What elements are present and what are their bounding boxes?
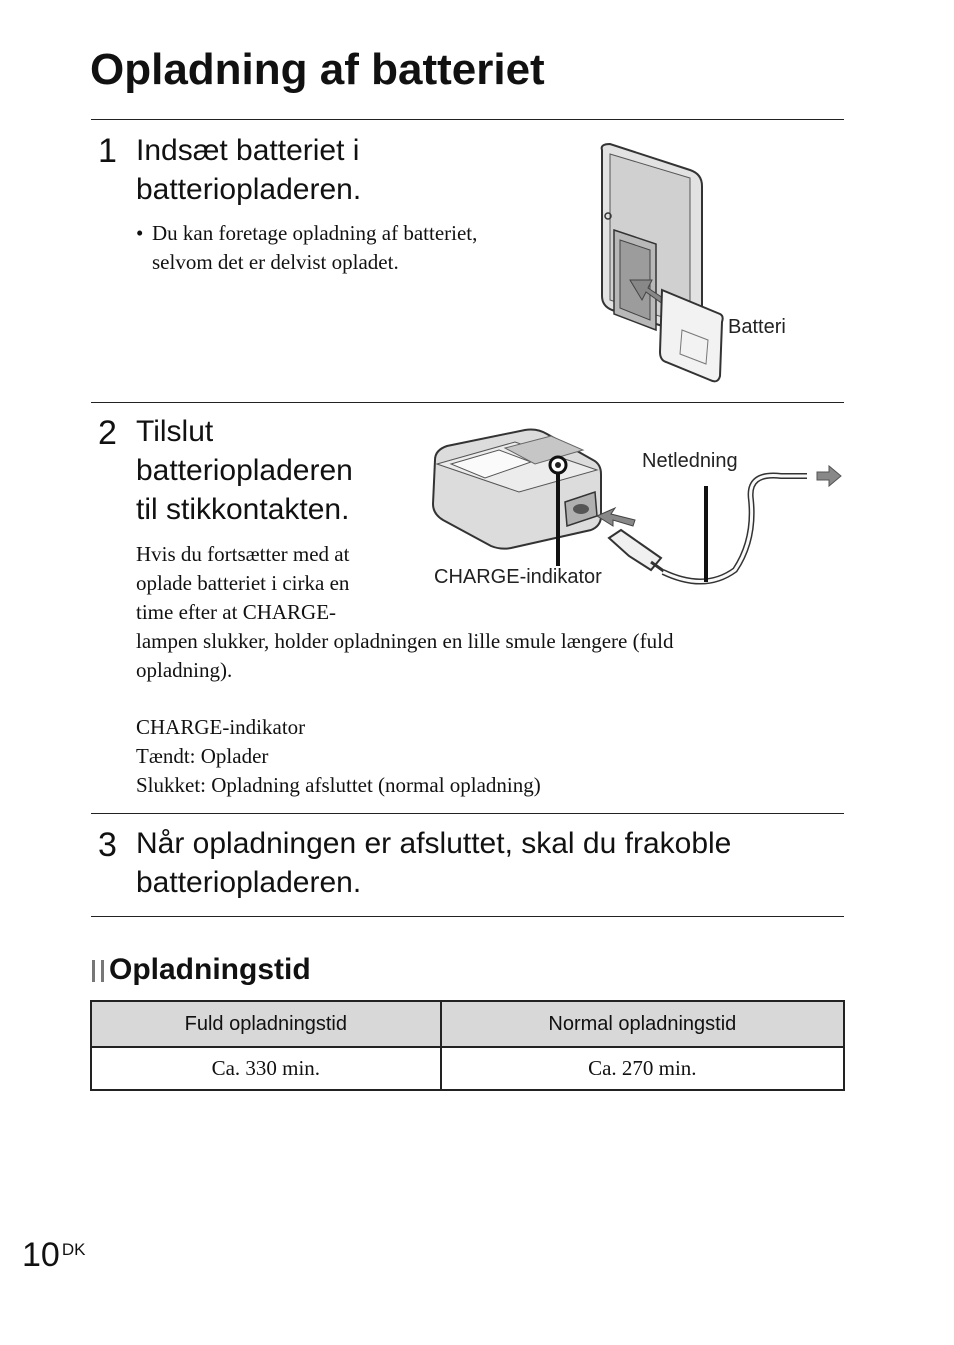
step-2-para-line3: time efter at CHARGE- <box>136 600 337 624</box>
charge-indicator-label: CHARGE-indikator <box>434 566 602 588</box>
step-1-title-line1: Indsæt batteriet i <box>136 134 360 167</box>
step-1-number: 1 <box>98 132 117 170</box>
indicator-off-text: Slukket: Opladning afsluttet (normal opladning) <box>136 773 541 797</box>
page-number-suffix: DK <box>61 1240 86 1259</box>
page-title: Opladning af batteriet <box>90 45 545 94</box>
charger-battery-illustration <box>590 140 740 390</box>
page-number <box>22 1236 85 1275</box>
step-1-title-line2: batteriopladeren. <box>136 173 362 206</box>
section-marker <box>92 960 104 982</box>
divider-step2 <box>91 402 844 403</box>
step-3-title-line1: Når opladningen er afsluttet, skal du frakoble <box>136 827 732 860</box>
step-2-title-line3: til stikkontakten. <box>136 493 350 526</box>
table-header-normal: Normal opladningstid <box>441 1001 844 1047</box>
step-2-title-line2: batteriopladeren <box>136 454 353 487</box>
charger-cord-illustration <box>425 420 850 590</box>
table-header-row <box>91 1001 844 1047</box>
charging-time-heading: Opladningstid <box>109 953 311 986</box>
power-cord-label: Netledning <box>642 450 738 472</box>
indicator-heading: CHARGE-indikator <box>136 715 306 739</box>
table-header-full: Fuld opladningstid <box>91 1001 441 1047</box>
divider-step3 <box>91 813 844 814</box>
step-2-para-line5: opladning). <box>136 658 233 682</box>
table-row <box>91 1047 844 1090</box>
step-2-title-line1: Tilslut <box>136 415 214 448</box>
battery-label: Batteri <box>728 316 786 338</box>
divider-top <box>91 119 844 120</box>
step-1-bullet: • <box>136 221 144 245</box>
step-3-title-line2: batteriopladeren. <box>136 866 362 899</box>
page-number-value: 10 <box>22 1236 60 1274</box>
step-2-para-line2: oplade batteriet i cirka en <box>136 571 350 595</box>
table-cell-normal: Ca. 270 min. <box>441 1047 844 1090</box>
step-2-para-line1: Hvis du fortsætter med at <box>136 542 350 566</box>
step-2-number: 2 <box>98 414 117 452</box>
step-1-note-line1: Du kan foretage opladning af batteriet, <box>152 221 478 245</box>
divider-bottom <box>91 916 844 917</box>
indicator-on-text: Tændt: Oplader <box>136 744 269 768</box>
charging-time-table <box>90 1000 845 1091</box>
step-3-number: 3 <box>98 826 117 864</box>
step-2-para-line4: lampen slukker, holder opladningen en lille smule længere (fuld <box>136 629 674 653</box>
table-cell-full: Ca. 330 min. <box>91 1047 441 1090</box>
step-1-note-line2: selvom det er delvist opladet. <box>152 250 399 274</box>
